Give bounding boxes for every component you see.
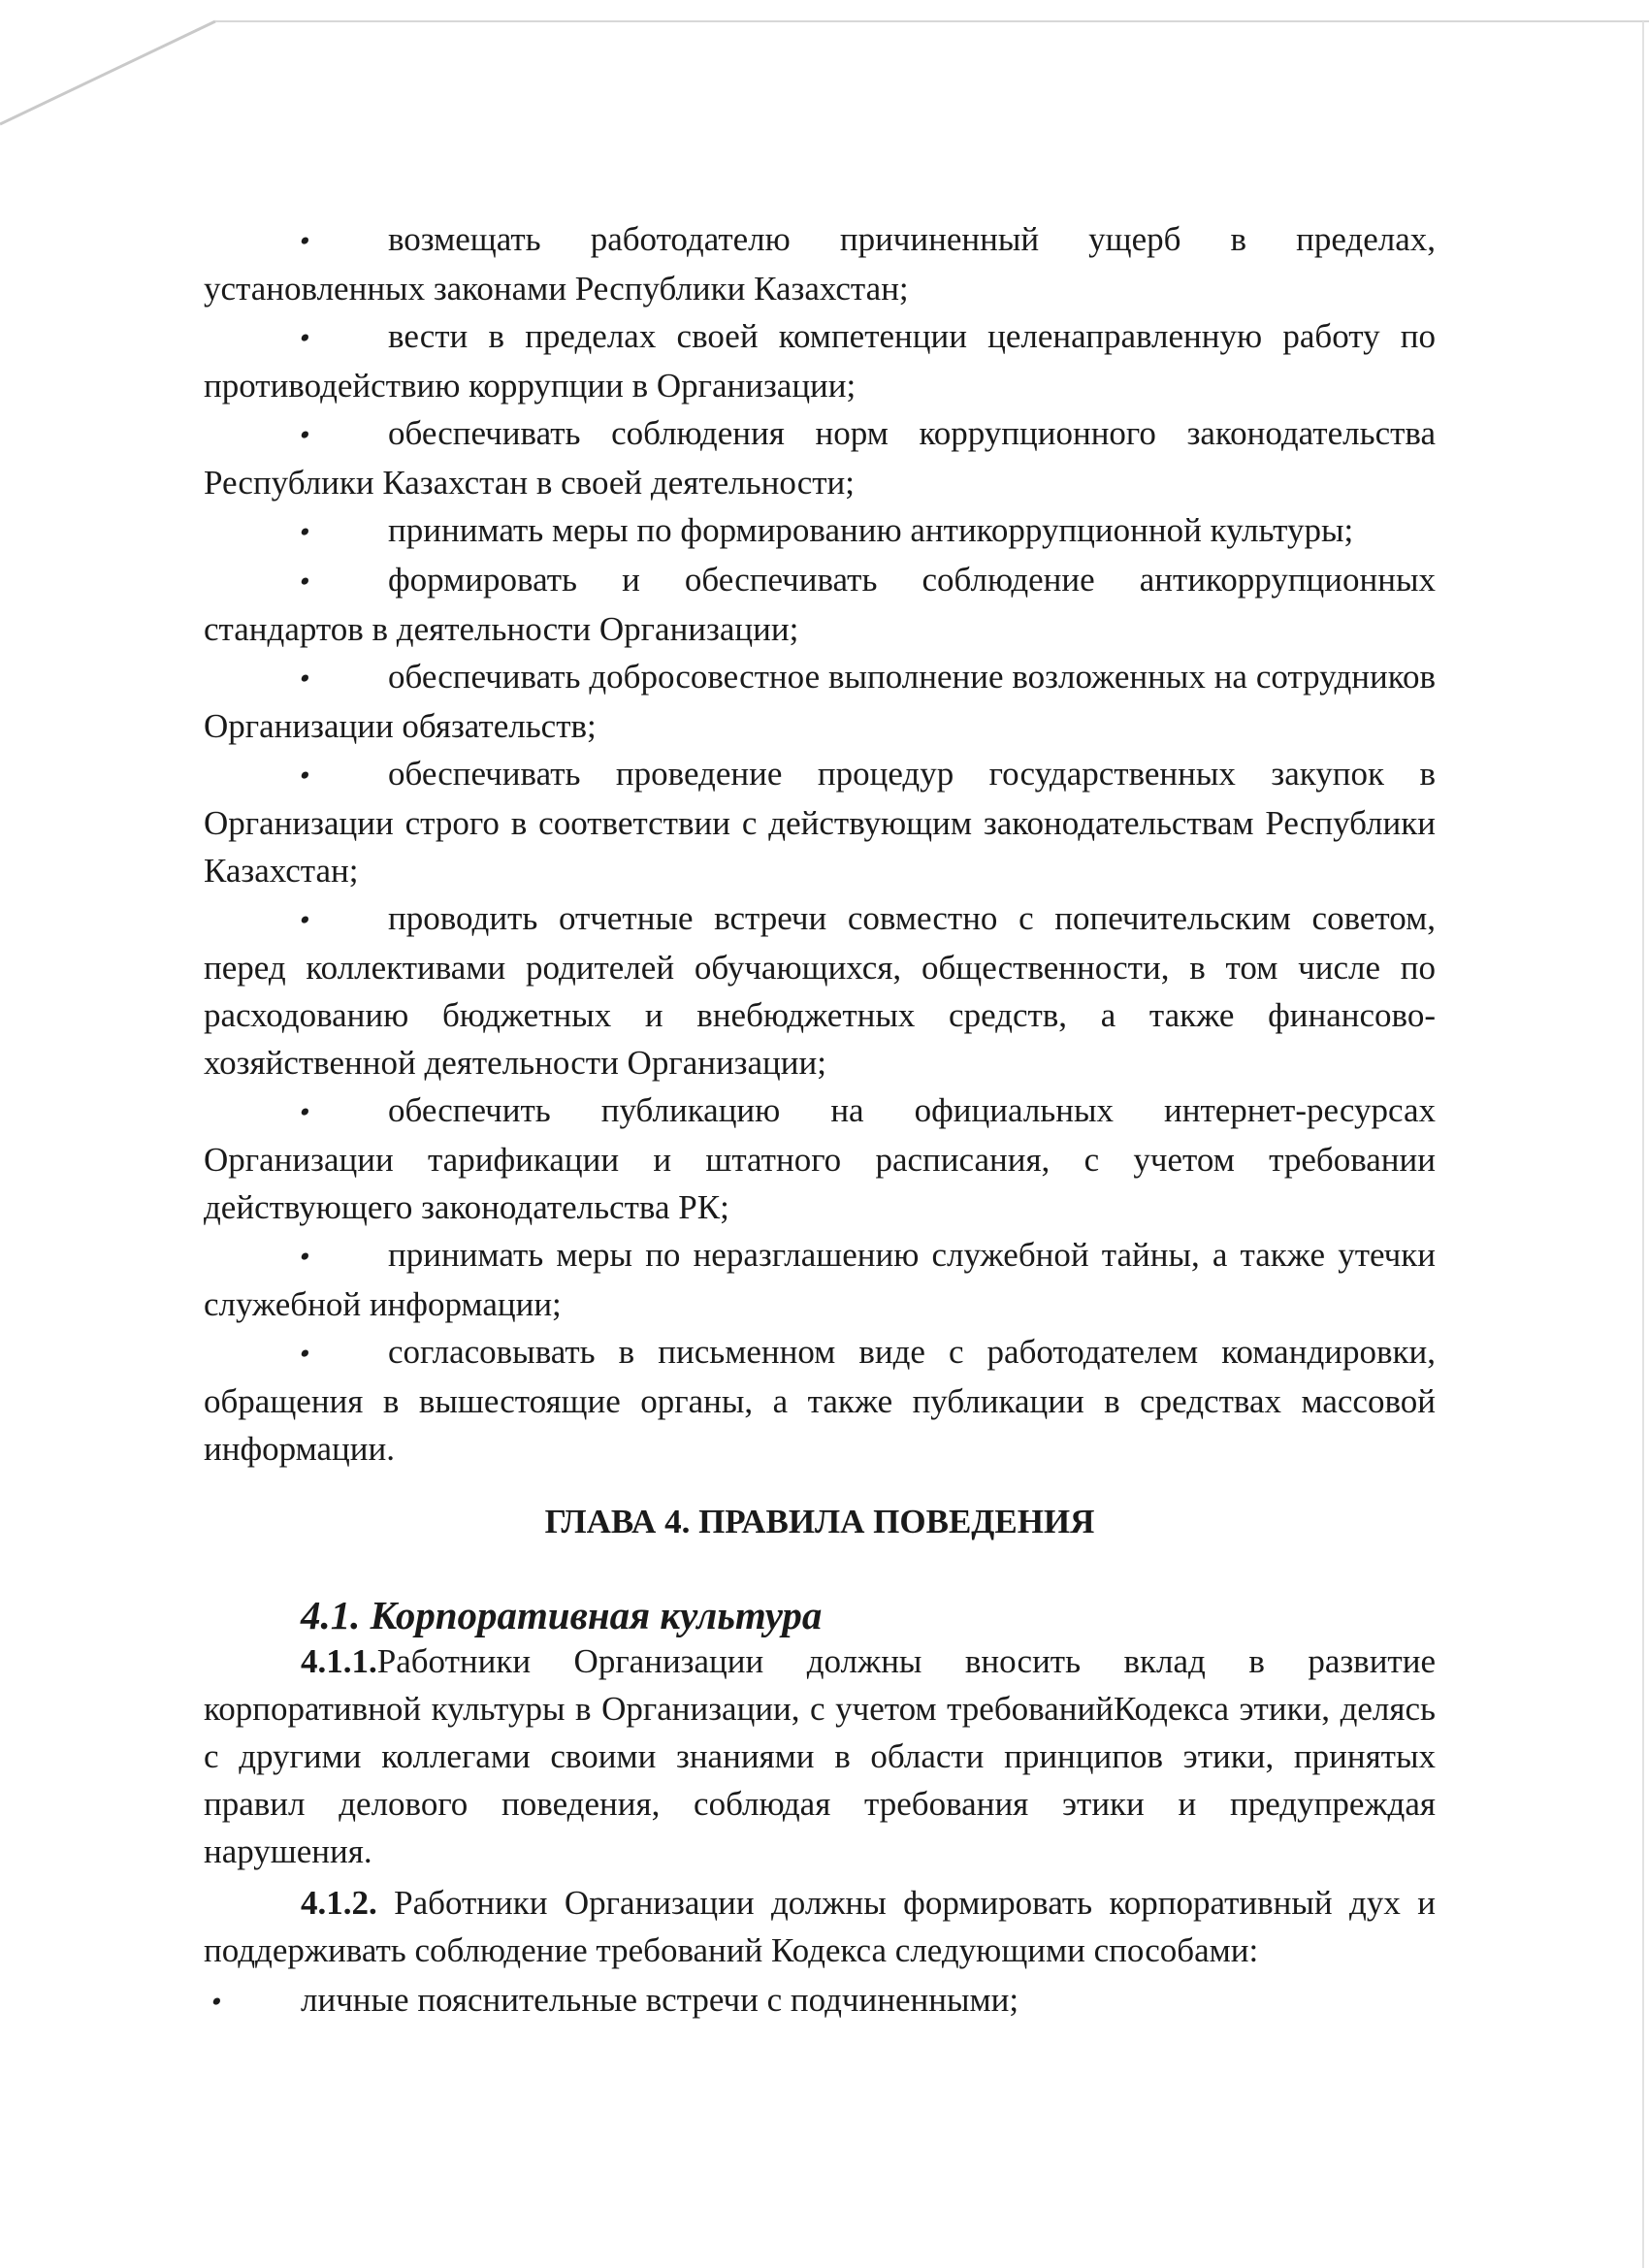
bullet-icon — [204, 1328, 388, 1377]
bullet-icon — [204, 1231, 388, 1280]
list-item — [204, 409, 1436, 506]
list-item-text: обеспечивать добросовестное выполнение возложенных на сотрудников Организации обязательств; — [204, 658, 1436, 745]
list-item-text: принимать меры по неразглашению служебной тайны, а также утечки служебной информации; — [204, 1236, 1436, 1323]
paragraph-number: 4.1.2. — [301, 1884, 377, 1922]
section-title: 4.1. Корпоративная культура — [301, 1594, 823, 1637]
list-item-text: обеспечить публикацию на официальных интернет-ресурсах Организации тарификации и штатного расписания, с учетом требовании действующего законодательства РК; — [204, 1091, 1436, 1226]
list-item — [204, 312, 1436, 409]
chapter-title: ГЛАВА 4. ПРАВИЛА ПОВЕДЕНИЯ — [544, 1503, 1095, 1540]
paragraph-4-1-1 — [204, 1637, 1436, 1875]
paragraph-text: Работники Организации должны формировать корпоративный дух и поддерживать соблюдение требований Кодекса следующими способами: — [204, 1884, 1436, 1969]
list-item — [204, 1086, 1436, 1231]
bullet-icon — [204, 556, 388, 605]
paragraph-4-1-2 — [204, 1879, 1436, 1974]
list-item-text: принимать меры по формированию антикоррупционной культуры; — [388, 511, 1354, 549]
bullet-icon — [204, 409, 388, 459]
list-item — [204, 750, 1436, 894]
bullet-icon — [204, 1976, 301, 2025]
bullet-icon — [204, 506, 388, 556]
list-item-text: обеспечивать проведение процедур государственных закупок в Организации строго в соответствии с действующим законодательствам Республики Казахстан; — [204, 755, 1436, 890]
list-item — [204, 215, 1436, 312]
bullet-icon — [204, 312, 388, 362]
bullet-icon — [204, 894, 388, 944]
list-item-text: вести в пределах своей компетенции целенаправленную работу по противодействию коррупции в Организации; — [204, 317, 1436, 405]
list-item — [204, 653, 1436, 750]
list-item — [204, 894, 1436, 1086]
list-item — [204, 506, 1436, 556]
list-item-text: личные пояснительные встречи с подчиненными; — [301, 1981, 1019, 2019]
bullet-icon — [204, 215, 388, 265]
list-item — [204, 1328, 1436, 1473]
list-item-text: проводить отчетные встречи совместно с попечительским советом, перед коллективами родителей обучающихся, общественности, в том числе по расходованию бюджетных и внебюджетных средств, а также финансово-хозяйственной деятельности Организации; — [204, 899, 1436, 1082]
list-item-text: возмещать работодателю причиненный ущерб в пределах, установленных законами Республики Казахстан; — [204, 220, 1436, 308]
list-item-text: формировать и обеспечивать соблюдение антикоррупционных стандартов в деятельности Организации; — [204, 561, 1436, 648]
bullet-icon — [204, 653, 388, 702]
list-item — [204, 1976, 1436, 2025]
paragraph-number: 4.1.1. — [301, 1642, 377, 1680]
bullet-icon — [204, 750, 388, 799]
document-page — [204, 215, 1436, 2025]
list-item-text: обеспечивать соблюдения норм коррупционного законодательства Республики Казахстан в своей деятельности; — [204, 414, 1436, 502]
list-item-text: согласовывать в письменном виде с работодателем командировки, обращения в вышестоящие органы, а также публикации в средствах массовой информации. — [204, 1333, 1436, 1468]
paragraph-text: Работники Организации должны вносить вклад в развитие корпоративной культуры в Организации, с учетом требованийКодекса этики, делясь с другими коллегами своими знаниями в области принципов этики, принятых правил делового поведения, соблюдая требования этики и предупреждая нарушения. — [204, 1642, 1436, 1870]
list-item — [204, 1231, 1436, 1328]
list-item — [204, 556, 1436, 653]
bullet-icon — [204, 1086, 388, 1136]
bullet-list — [204, 215, 1436, 1473]
